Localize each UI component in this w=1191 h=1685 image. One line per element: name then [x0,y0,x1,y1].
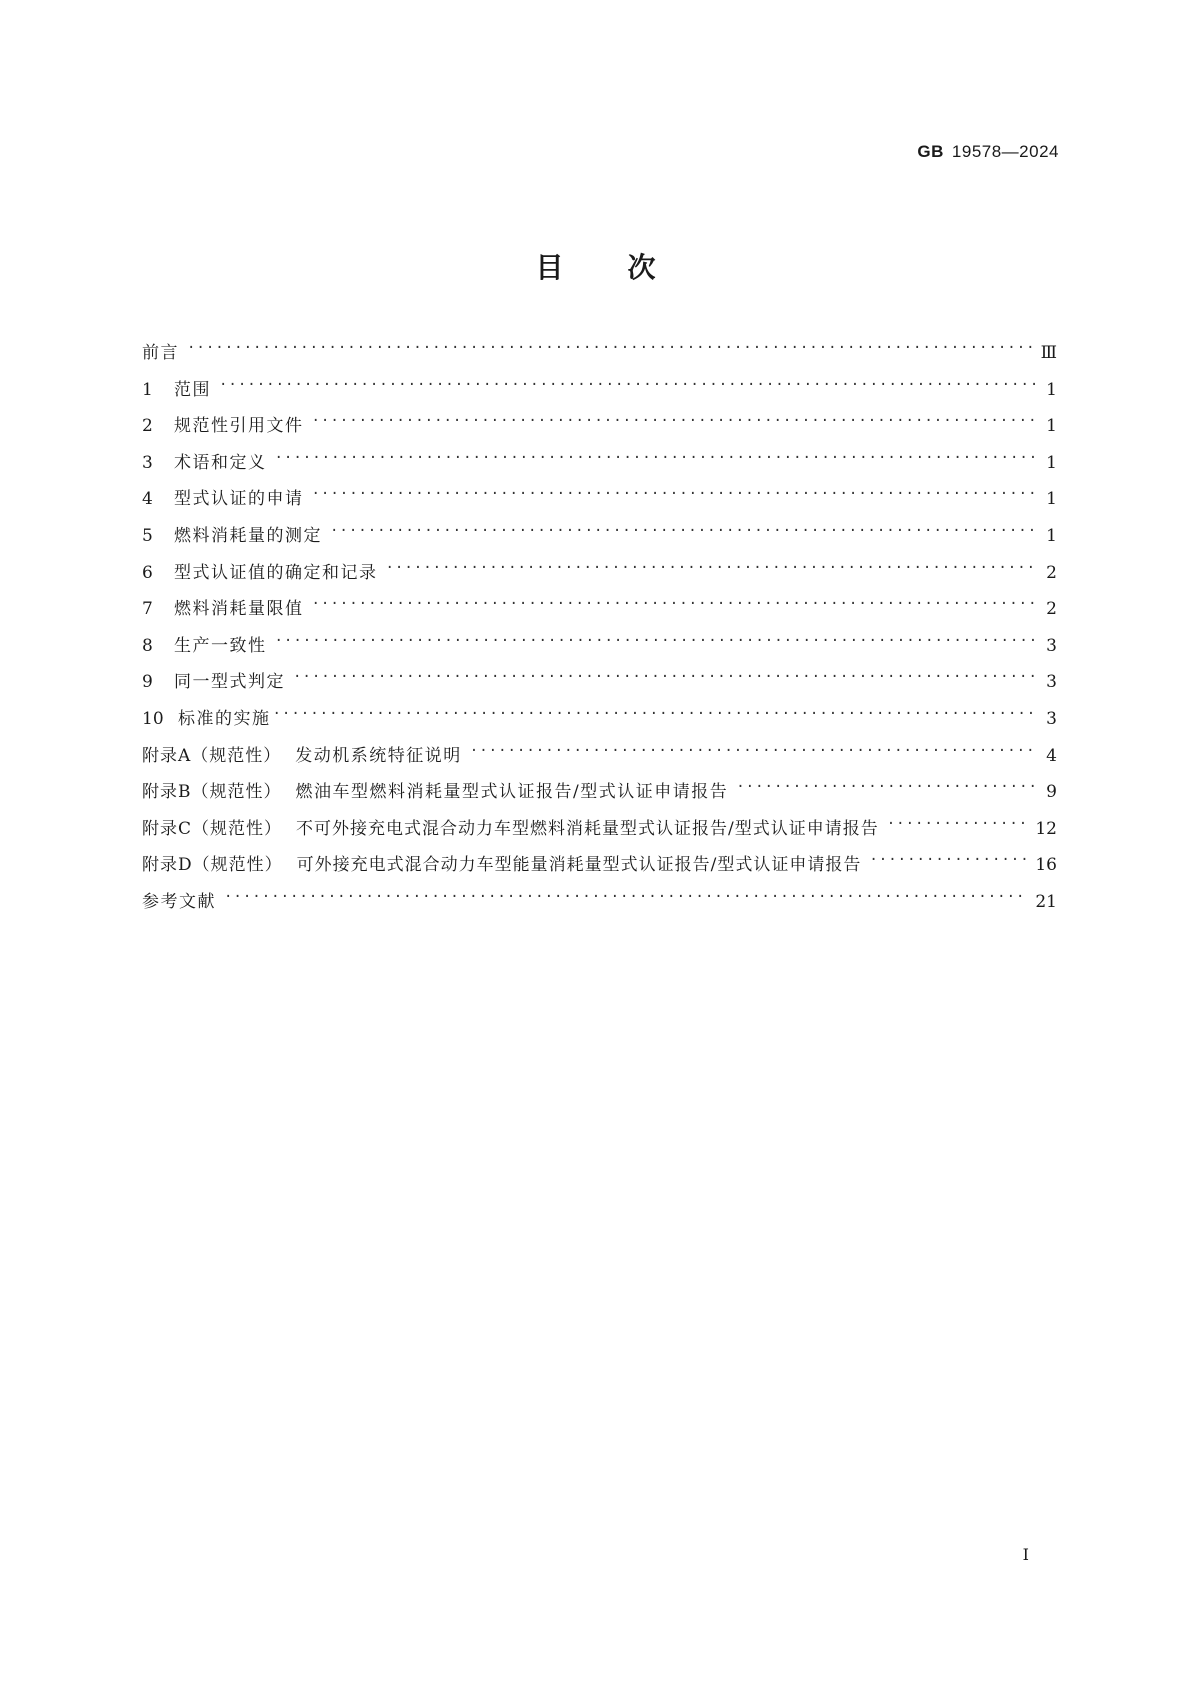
title-char-1: 目 [535,251,564,284]
title-char-2: 次 [627,251,656,284]
toc-leader-dots [386,558,1036,578]
toc-item-page: 2 [1046,599,1057,620]
toc-item-3[interactable] [142,448,1057,485]
toc-leader-dots [275,631,1036,651]
toc-item-number: 5 [142,525,153,546]
toc-item-1[interactable] [142,375,1057,412]
toc-item-7[interactable] [142,594,1057,631]
toc-item-label: 型式认证值的确定和记录 [174,562,378,583]
page-title [0,246,1191,286]
toc-item-label: 发动机系统特征说明 [295,745,462,766]
toc-item-bibliography[interactable] [142,887,1057,924]
toc-item-page: 1 [1046,416,1057,437]
toc-item-number: 3 [142,452,153,473]
standard-number: 19578—2024 [951,142,1059,161]
toc-item-annex-a[interactable] [142,741,1057,778]
toc-item-page: 2 [1046,562,1057,583]
toc-leader-dots [273,704,1036,724]
toc-item-2[interactable] [142,411,1057,448]
toc-leader-dots [293,667,1035,687]
toc-item-page: Ⅲ [1040,343,1057,363]
table-of-contents [142,338,1057,924]
toc-item-annex-c[interactable] [142,814,1057,851]
toc-item-label: 燃料消耗量的测定 [174,525,322,546]
toc-item-number: 8 [142,635,153,656]
toc-item-page: 16 [1035,855,1057,876]
toc-item-label: 燃油车型燃料消耗量型式认证报告/型式认证申请报告 [295,782,729,803]
toc-annex-prefix: 附录C（规范性） [142,818,283,839]
toc-item-number: 10 [142,708,164,729]
page-number: I [1022,1545,1029,1564]
toc-leader-dots [736,777,1035,797]
toc-item-annex-d[interactable] [142,850,1057,887]
toc-leader-dots [887,814,1028,834]
toc-item-page: 3 [1046,708,1057,729]
toc-item-page: 1 [1046,452,1057,473]
toc-item-label: 燃料消耗量限值 [174,599,304,620]
toc-item-4[interactable] [142,484,1057,521]
toc-item-preface[interactable] [142,338,1057,375]
toc-leader-dots [470,741,1035,761]
toc-item-page: 21 [1035,891,1057,912]
toc-item-label: 同一型式判定 [174,672,285,693]
toc-leader-dots [312,484,1036,504]
toc-leader-dots [312,411,1036,431]
toc-item-annex-b[interactable] [142,777,1057,814]
toc-item-page: 1 [1046,525,1057,546]
standard-prefix: GB [917,142,944,161]
toc-item-number: 2 [142,416,153,437]
toc-item-page: 9 [1046,782,1057,803]
toc-item-label: 参考文献 [142,891,216,912]
toc-item-page: 3 [1046,672,1057,693]
toc-leader-dots [312,594,1036,614]
toc-item-page: 1 [1046,379,1057,400]
toc-leader-dots [224,887,1027,907]
toc-item-9[interactable] [142,667,1057,704]
toc-item-page: 12 [1035,818,1057,839]
toc-annex-prefix: 附录D（规范性） [142,855,283,876]
toc-item-8[interactable] [142,631,1057,668]
standard-code [917,142,1059,162]
toc-leader-dots [330,521,1035,541]
toc-item-number: 1 [142,379,153,400]
toc-item-page: 4 [1046,745,1057,766]
toc-item-label: 可外接充电式混合动力车型能量消耗量型式认证报告/型式认证申请报告 [296,855,862,876]
toc-item-page: 1 [1046,489,1057,510]
toc-item-label: 型式认证的申请 [174,489,304,510]
toc-item-number: 6 [142,562,153,583]
toc-item-label: 标准的实施 [178,708,271,729]
toc-item-label: 不可外接充电式混合动力车型燃料消耗量型式认证报告/型式认证申请报告 [296,818,879,839]
toc-item-label: 术语和定义 [174,452,267,473]
toc-leader-dots [275,448,1036,468]
toc-leader-dots [219,375,1035,395]
toc-item-label: 生产一致性 [174,635,267,656]
toc-item-6[interactable] [142,558,1057,595]
toc-leader-dots [187,338,1033,358]
toc-item-5[interactable] [142,521,1057,558]
toc-item-label: 规范性引用文件 [174,416,304,437]
toc-item-page: 3 [1046,635,1057,656]
toc-item-number: 9 [142,672,153,693]
toc-annex-prefix: 附录A（规范性） [142,745,282,766]
toc-leader-dots [869,850,1027,870]
toc-item-10[interactable] [142,704,1057,741]
toc-item-number: 4 [142,489,153,510]
toc-item-label: 范围 [174,379,211,400]
toc-item-number: 7 [142,599,153,620]
toc-item-label: 前言 [142,343,179,363]
toc-annex-prefix: 附录B（规范性） [142,782,282,803]
